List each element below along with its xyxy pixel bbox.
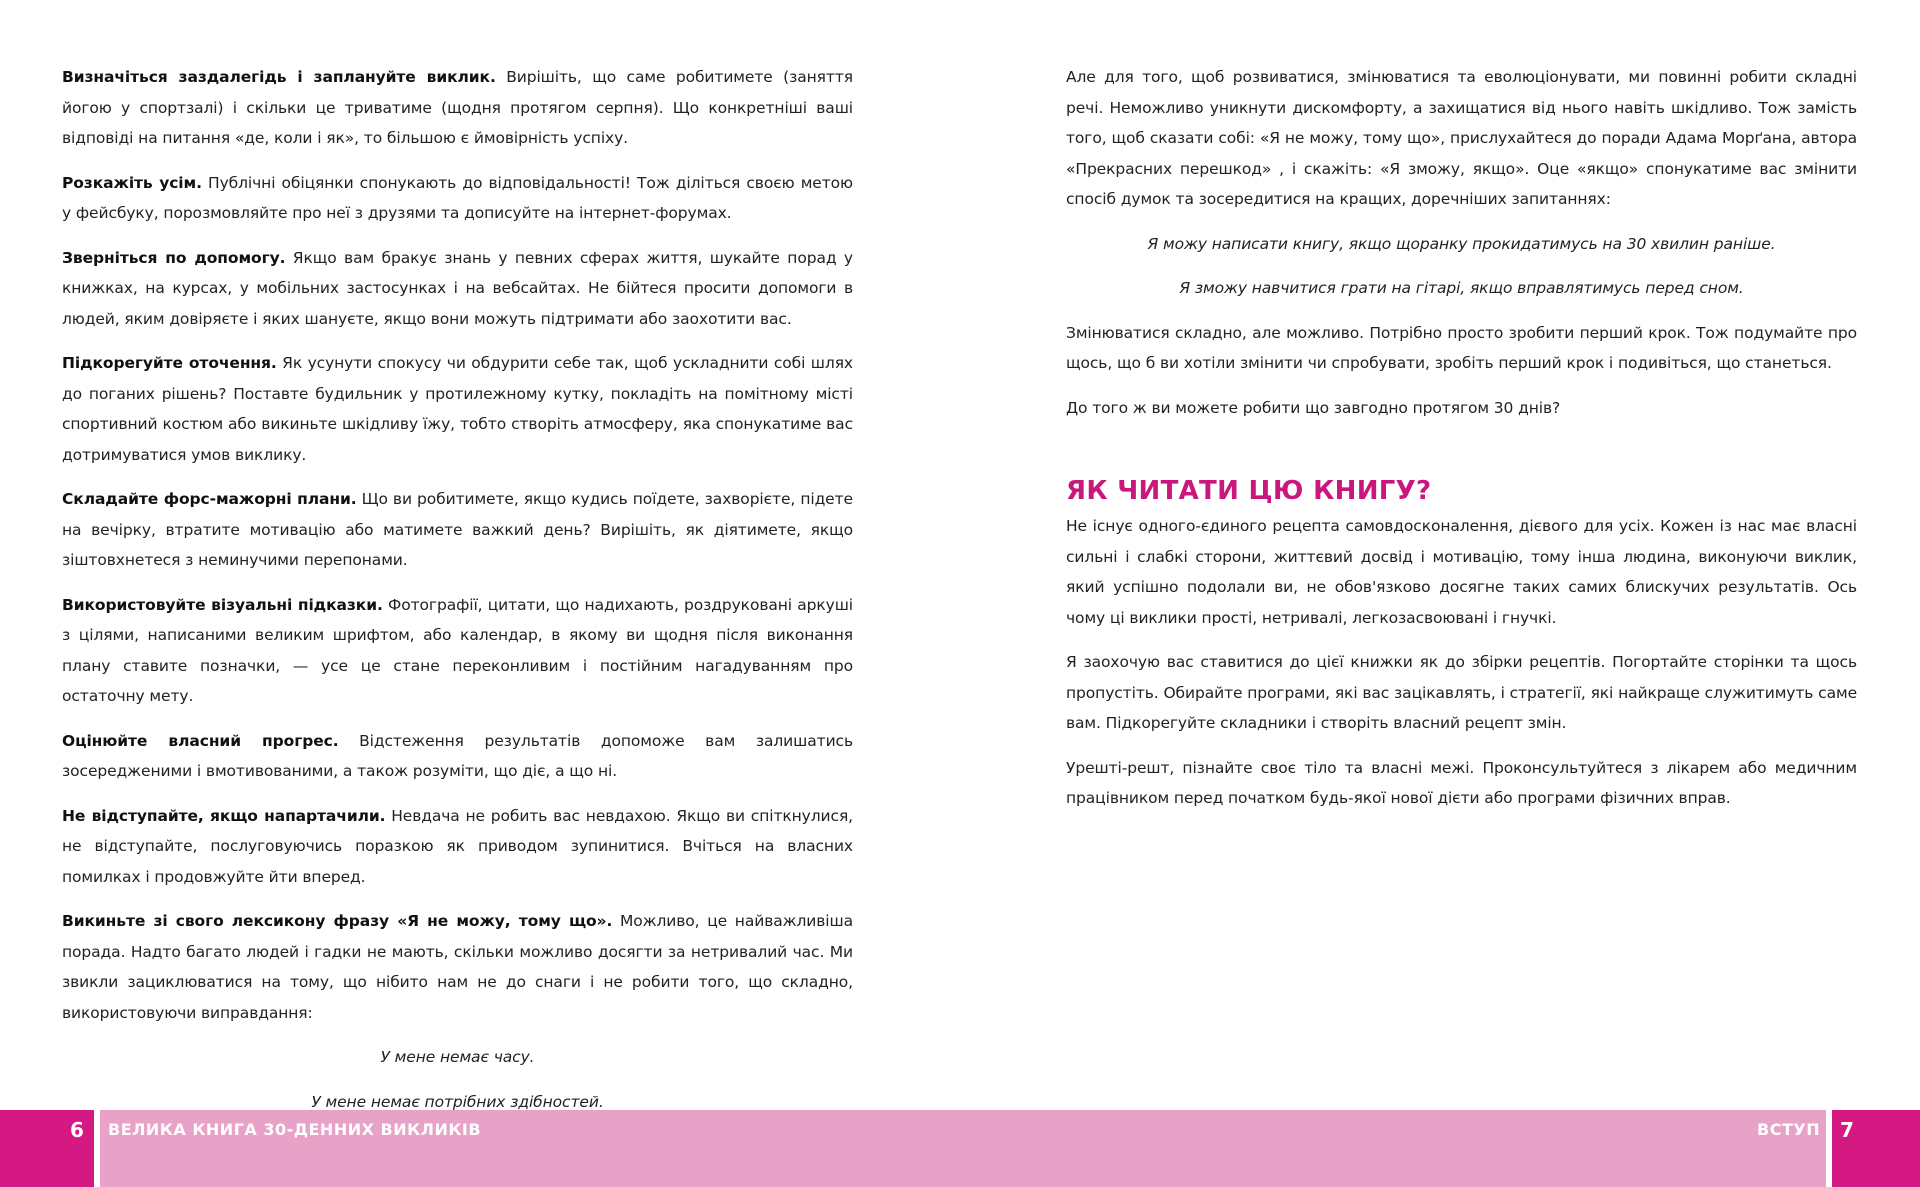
tip-paragraph-persist xyxy=(62,801,853,893)
section-paragraph: Урешті-решт, пізнайте своє тіло та власні межі. Проконсультуйтеся з лікарем або медичним працівником перед початком будь-якої нової дієти або програми фізичних вправ. xyxy=(1066,758,1857,807)
footer-divider xyxy=(94,1110,100,1187)
excuse-quote: У мене немає часу. xyxy=(380,1048,535,1066)
tip-paragraph-plan xyxy=(62,62,853,154)
tip-lead: Складайте форс-мажорні плани. xyxy=(62,490,357,508)
right-page xyxy=(960,0,1920,1110)
body-paragraph: Змінюватися складно, але можливо. Потрібно просто зробити перший крок. Тож подумайте про щось, що б ви хотіли змінити чи спробувати, зробіть перший крок і подивіться, що станеться. xyxy=(1066,323,1857,372)
tip-lead: Оцінюйте власний прогрес. xyxy=(62,731,339,750)
tip-text: Можливо, це найважливіша порада. Надто багато людей і гадки не мають, скільки можливо досягти за нетривалий час. Ми звикли зациклюватися на тому, що нібито нам не до снаги і не робити того, що складно, використовуючи виправдання: xyxy=(62,912,853,1022)
tip-text: Якщо вам бракує знань у певних сферах життя, шукайте порад у книжках, на курсах, у мобільних застосунках і на вебсайтах. Не бійтеся просити допомоги в людей, яким довіряєте і яких шануєте, якщо вони можуть підтримати або заохотити вас. xyxy=(62,248,853,328)
excuse-quote: У мене немає потрібних здібностей. xyxy=(311,1092,604,1111)
tip-paragraph-excuses xyxy=(62,906,853,1028)
if-quote: Я зможу навчитися грати на гітарі, якщо вправлятимусь перед сном. xyxy=(1179,279,1744,297)
tip-text: Вирішіть, що саме робитимете (заняття йогою у спортзалі) і скільки це триватиме (щодня протягом серпня). Що конкретніші ваші відповіді на питання «де, коли і як», то більшою є ймовірність успіху. xyxy=(62,68,853,147)
tip-text: Фотографії, цитати, що надихають, роздруковані аркуші з цілями, написаними великим шрифтом, або календар, в якому ви щодня після виконання плану ставите позначки, — усе це стане переконливим і постійним нагадуванням про остаточну мету. xyxy=(62,595,853,705)
tip-text: Що ви робитимете, якщо кудись поїдете, захворієте, підете на вечірку, втратите мотивацію або матимете важкий день? Вирішіть, як діятимете, якщо зіштовхнетеся з неминучими перепонами. xyxy=(62,490,853,569)
intro-paragraph: Але для того, щоб розвиватися, змінюватися та еволюціонувати, ми повинні робити складні речі. Неможливо уникнути дискомфорту, а захищатися від нього навіть шкідливо. Тож замість того, щоб сказати собі: «Я не можу, тому що», прислухайтеся до поради Адама Морґана, автора «Прекрасних перешкод» , і скажіть: «Я зможу, якщо». Оце «якщо» спонукатиме вас змінити спосіб думок та зосередитися на кращих, доречніших запитаннях: xyxy=(1066,68,1857,208)
body-paragraph: До того ж ви можете робити що завгодно протягом 30 днів? xyxy=(1066,398,1561,417)
left-page-number: 6 xyxy=(70,1118,84,1142)
tip-paragraph-visual-cues xyxy=(62,590,853,712)
tip-lead: Визначіться заздалегідь і заплануйте виклик. xyxy=(62,68,496,86)
page-footer xyxy=(0,1110,1920,1187)
right-page-number: 7 xyxy=(1840,1118,1854,1142)
tip-text: Відстеження результатів допоможе вам залишатись зосередженими і вмотивованими, а також розуміти, що діє, а що ні. xyxy=(62,731,854,780)
tip-paragraph-help xyxy=(62,243,853,335)
tip-paragraph-tell xyxy=(62,168,853,229)
tip-text: Як усунути спокусу чи обдурити себе так, щоб ускладнити собі шлях до поганих рішень? Поставте будильник у протилежному кутку, покладіть на помітному місті спортивний костюм або викиньте шкідливу їжу, тобто створіть атмосферу, яка спонукатиме вас дотримуватися умов виклику. xyxy=(62,354,853,464)
left-page-number-box xyxy=(0,1110,94,1187)
if-quote: Я можу написати книгу, якщо щоранку прокидатимусь на 30 хвилин раніше. xyxy=(1147,234,1776,253)
tip-text: Публічні обіцянки спонукають до відповідальності! Тож діліться своєю метою у фейсбуку, порозмовляйте про неї з друзями та дописуйте на інтернет-форумах. xyxy=(62,173,853,222)
section-heading: ЯК ЧИТАТИ ЦЮ КНИГУ? xyxy=(1066,476,1432,506)
tip-text: Невдача не робить вас невдахою. Якщо ви спіткнулися, не відступайте, послуговуючись поразкою як приводом зупинитися. Вчіться на власних помилках і продовжуйте йти вперед. xyxy=(62,806,854,886)
tip-paragraph-environment xyxy=(62,348,853,470)
section-paragraph: Не існує одного-єдиного рецепта самовдосконалення, дієвого для усіх. Кожен із нас має власні сильні і слабкі сторони, життєвий досвід і мотивацію, тому інша людина, виконуючи виклик, який успішно подолали ви, не обов'язково досягне таких самих блискучих результатів. Ось чому ці виклики прості, нетривалі, легкозасвоювані і гнучкі. xyxy=(1066,517,1857,627)
tip-lead: Розкажіть усім. xyxy=(62,173,202,192)
tip-lead: Викиньте зі свого лексикону фразу «Я не можу, тому що». xyxy=(62,912,613,930)
tip-paragraph-progress xyxy=(62,726,853,787)
book-title: ВЕЛИКА КНИГА 30-ДЕННИХ ВИКЛИКІВ xyxy=(108,1120,482,1139)
right-page-number-box xyxy=(1832,1110,1920,1187)
section-paragraph: Я заохочую вас ставитися до цієї книжки як до збірки рецептів. Погортайте сторінки та щось пропустіть. Обирайте програми, які вас зацікавлять, і стратегії, які найкраще служитимуть саме вам. Підкорегуйте складники і створіть власний рецепт змін. xyxy=(1066,653,1858,732)
tip-lead: Не відступайте, якщо напартачили. xyxy=(62,806,386,825)
left-page xyxy=(0,0,960,1110)
section-name: ВСТУП xyxy=(1757,1120,1821,1139)
tip-lead: Підкорегуйте оточення. xyxy=(62,354,277,372)
tip-paragraph-contingency xyxy=(62,484,853,576)
tip-lead: Зверніться по допомогу. xyxy=(62,248,286,267)
tip-lead: Використовуйте візуальні підказки. xyxy=(62,595,383,614)
